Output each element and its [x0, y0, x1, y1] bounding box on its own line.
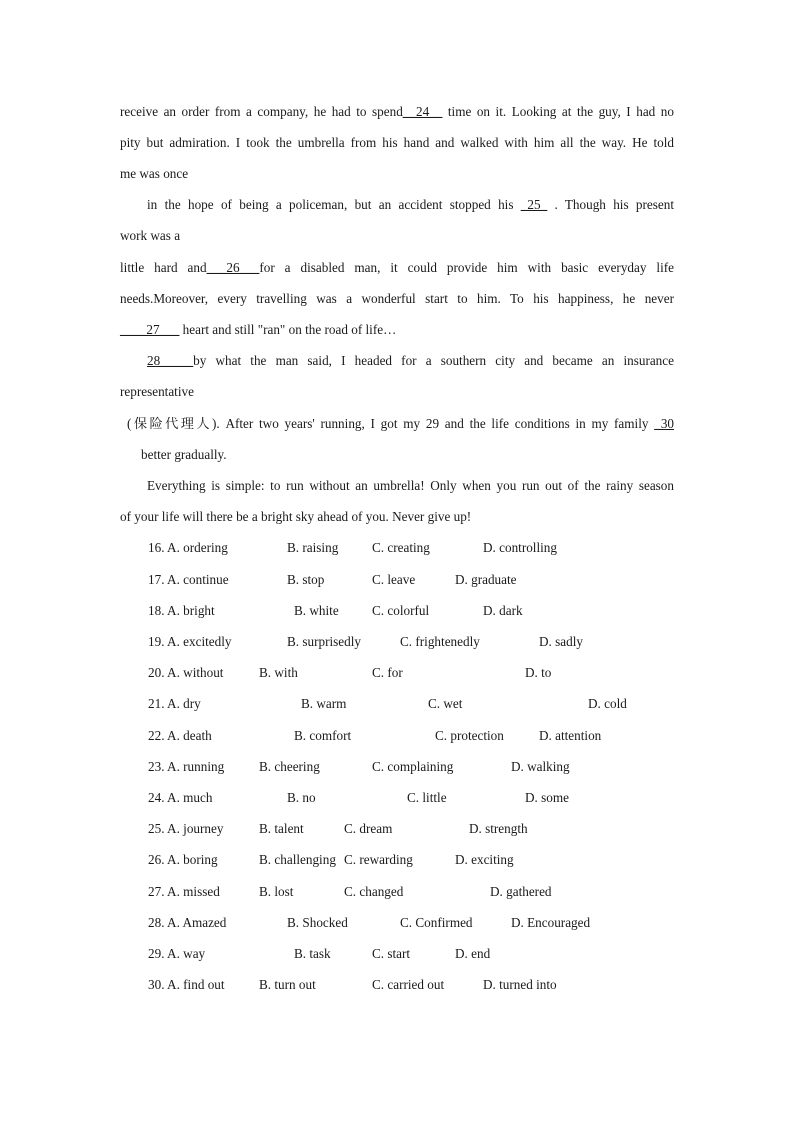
- q26-option-d[interactable]: D. exciting: [455, 852, 514, 867]
- passage-line-11: (保险代理人). After two years' running, I got my 29 and the life conditions in my family _30: [127, 416, 674, 431]
- q18-option-c[interactable]: C. colorful: [372, 603, 430, 618]
- q24-option-d[interactable]: D. some: [525, 790, 569, 805]
- q16-option-a[interactable]: 16. A. ordering: [148, 540, 228, 555]
- passage-line-7: needs.Moreover, every travelling was a wonderful start to him. To his happiness, he never: [120, 291, 674, 306]
- passage-line-4: in the hope of being a policeman, but an accident stopped his _25_ . Though his present: [147, 197, 674, 212]
- q19-option-d[interactable]: D. sadly: [539, 634, 583, 649]
- q17-option-b[interactable]: B. stop: [287, 572, 325, 587]
- q25-option-a[interactable]: 25. A. journey: [148, 821, 224, 836]
- q25-option-b[interactable]: B. talent: [259, 821, 304, 836]
- passage-line-14: of your life will there be a bright sky ahead of you. Never give up!: [120, 509, 472, 524]
- q30-option-d[interactable]: D. turned into: [483, 977, 557, 992]
- q27-option-d[interactable]: D. gathered: [490, 884, 552, 899]
- q27-option-a[interactable]: 27. A. missed: [148, 884, 220, 899]
- passage-line-10: representative: [120, 384, 194, 399]
- q17-option-d[interactable]: D. graduate: [455, 572, 517, 587]
- blank-24: __24__: [402, 104, 443, 119]
- blank-27: ____27___: [120, 322, 180, 337]
- q29-option-b[interactable]: B. task: [294, 946, 331, 961]
- passage-line-9: 28_____by what the man said, I headed for a southern city and became an insurance: [147, 353, 674, 368]
- q30-option-a[interactable]: 30. A. find out: [148, 977, 225, 992]
- q22-option-c[interactable]: C. protection: [435, 728, 504, 743]
- q30-option-c[interactable]: C. carried out: [372, 977, 445, 992]
- q29-option-d[interactable]: D. end: [455, 946, 491, 961]
- passage-line-12: better gradually.: [141, 447, 227, 462]
- q20-option-d[interactable]: D. to: [525, 665, 552, 680]
- q17-option-c[interactable]: C. leave: [372, 572, 416, 587]
- q18-option-b[interactable]: B. white: [294, 603, 339, 618]
- q18-option-a[interactable]: 18. A. bright: [148, 603, 215, 618]
- q23-option-a[interactable]: 23. A. running: [148, 759, 225, 774]
- q29-option-a[interactable]: 29. A. way: [148, 946, 206, 961]
- q22-option-a[interactable]: 22. A. death: [148, 728, 212, 743]
- q21-option-a[interactable]: 21. A. dry: [148, 696, 201, 711]
- blank-26: ___26___: [206, 260, 260, 275]
- q27-option-c[interactable]: C. changed: [344, 884, 404, 899]
- q26-option-a[interactable]: 26. A. boring: [148, 852, 218, 867]
- blank-30: _30: [654, 416, 674, 431]
- q16-option-d[interactable]: D. controlling: [483, 540, 557, 555]
- q18-option-d[interactable]: D. dark: [483, 603, 523, 618]
- q20-option-a[interactable]: 20. A. without: [148, 665, 224, 680]
- blank-28: 28_____: [147, 353, 194, 368]
- q19-option-c[interactable]: C. frightenedly: [400, 634, 480, 649]
- q22-option-d[interactable]: D. attention: [539, 728, 602, 743]
- passage-line-3: me was once: [120, 166, 189, 181]
- q25-option-c[interactable]: C. dream: [344, 821, 393, 836]
- q19-option-a[interactable]: 19. A. excitedly: [148, 634, 232, 649]
- passage-line-13: Everything is simple: to run without an umbrella! Only when you run out of the rainy season: [147, 478, 674, 493]
- q16-option-c[interactable]: C. creating: [372, 540, 430, 555]
- passage-line-6: little hard and___26___for a disabled man, it could provide him with basic everyday life: [120, 260, 674, 275]
- q28-option-d[interactable]: D. Encouraged: [511, 915, 591, 930]
- q26-option-b[interactable]: B. challenging: [259, 852, 336, 867]
- q23-option-d[interactable]: D. walking: [511, 759, 570, 774]
- q20-option-c[interactable]: C. for: [372, 665, 403, 680]
- blank-25: _25_: [520, 197, 548, 212]
- q27-option-b[interactable]: B. lost: [259, 884, 294, 899]
- q21-option-b[interactable]: B. warm: [301, 696, 347, 711]
- q23-option-c[interactable]: C. complaining: [372, 759, 454, 774]
- q28-option-c[interactable]: C. Confirmed: [400, 915, 473, 930]
- q19-option-b[interactable]: B. surprisedly: [287, 634, 361, 649]
- q21-option-d[interactable]: D. cold: [588, 696, 627, 711]
- q24-option-b[interactable]: B. no: [287, 790, 316, 805]
- q29-option-c[interactable]: C. start: [372, 946, 411, 961]
- passage-line-5: work was a: [120, 228, 181, 243]
- passage-line-8: ____27___ heart and still "ran" on the road of life…: [120, 322, 397, 337]
- q21-option-c[interactable]: C. wet: [428, 696, 463, 711]
- q28-option-b[interactable]: B. Shocked: [287, 915, 348, 930]
- q20-option-b[interactable]: B. with: [259, 665, 298, 680]
- q30-option-b[interactable]: B. turn out: [259, 977, 316, 992]
- q28-option-a[interactable]: 28. A. Amazed: [148, 915, 227, 930]
- passage-line-1: receive an order from a company, he had to spend__24__ time on it. Looking at the guy, I had no: [120, 104, 674, 119]
- q26-option-c[interactable]: C. rewarding: [344, 852, 413, 867]
- q25-option-d[interactable]: D. strength: [469, 821, 528, 836]
- q24-option-a[interactable]: 24. A. much: [148, 790, 213, 805]
- passage-line-2: pity but admiration. I took the umbrella from his hand and walked with him all the way. He told: [120, 135, 674, 150]
- q22-option-b[interactable]: B. comfort: [294, 728, 352, 743]
- q16-option-b[interactable]: B. raising: [287, 540, 339, 555]
- q23-option-b[interactable]: B. cheering: [259, 759, 320, 774]
- q24-option-c[interactable]: C. little: [407, 790, 447, 805]
- q17-option-a[interactable]: 17. A. continue: [148, 572, 229, 587]
